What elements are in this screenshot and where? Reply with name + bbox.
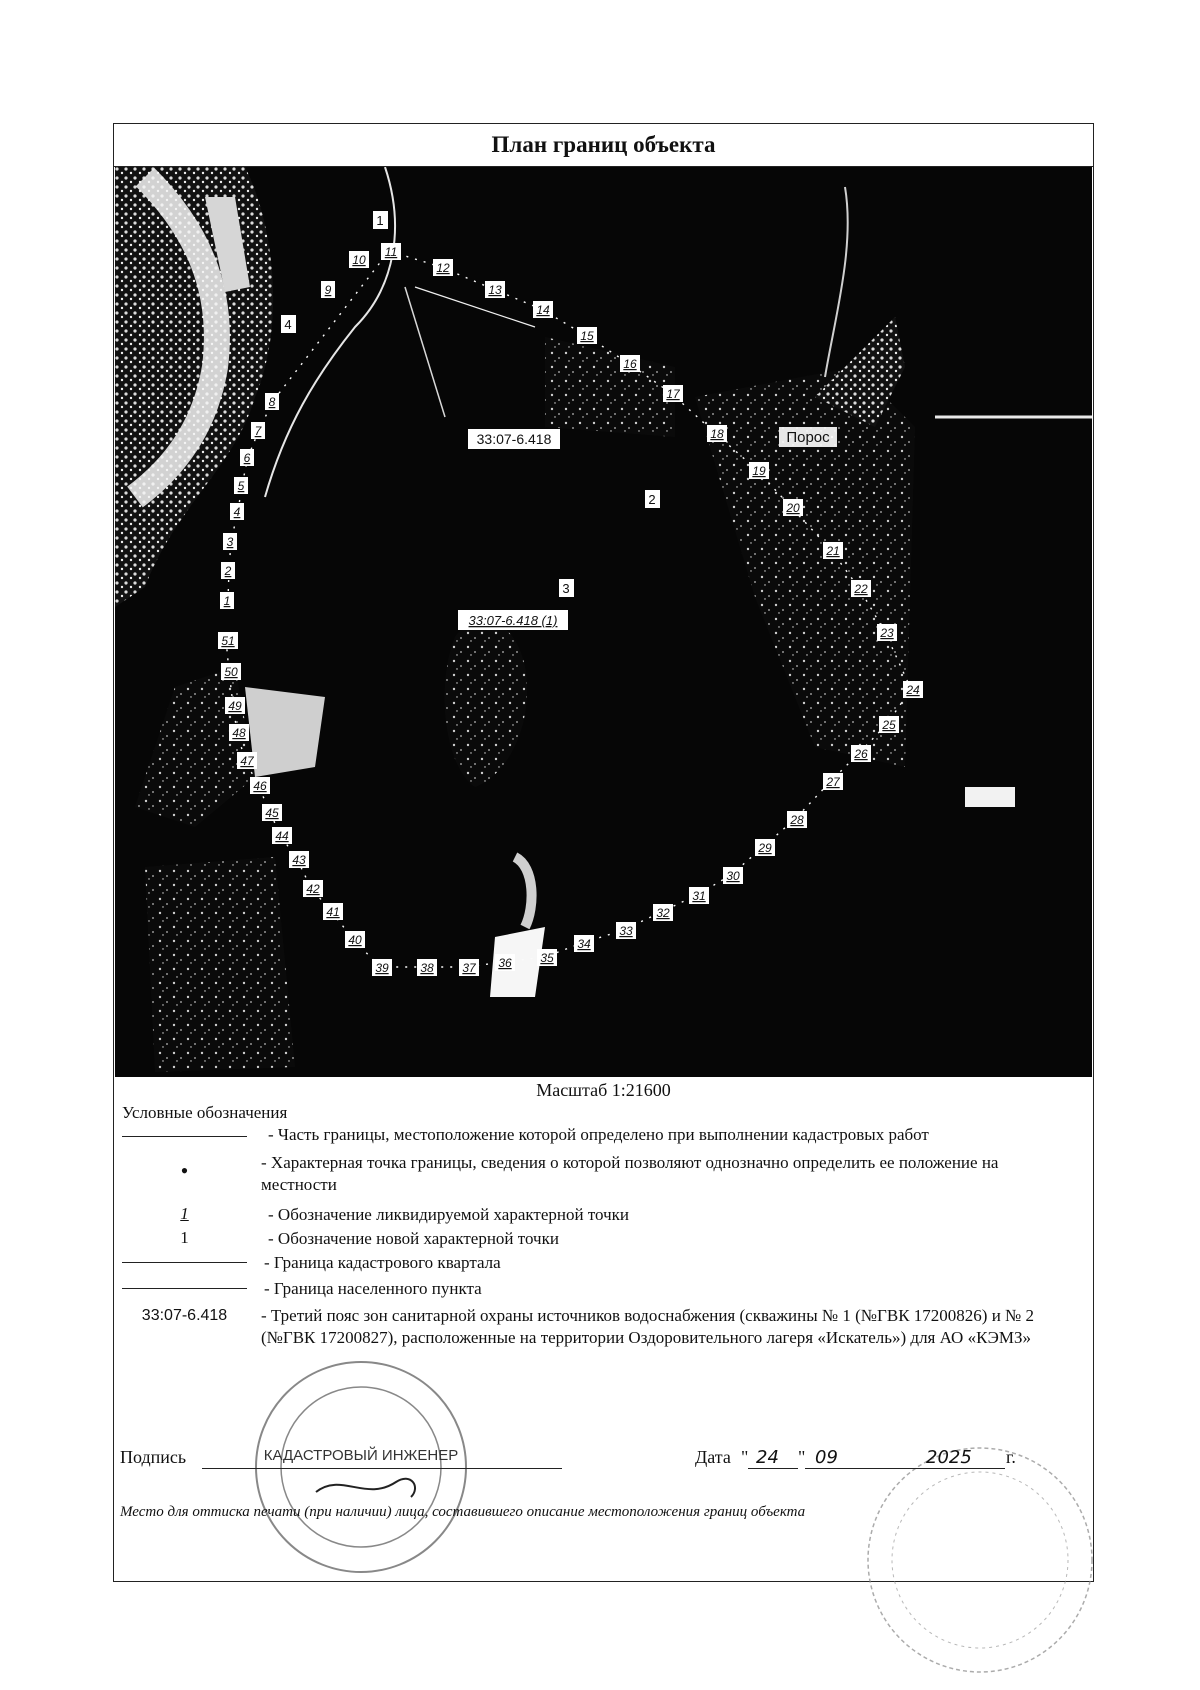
svg-text:30: 30 [726,869,740,883]
svg-text:28: 28 [790,813,804,827]
svg-text:13: 13 [488,283,502,297]
boundary-point-16 [620,355,640,372]
zone-label-main [468,429,560,449]
svg-text:6: 6 [243,451,251,465]
svg-text:2: 2 [648,492,656,507]
zone-label-sub [458,610,568,630]
boundary-point-39 [372,959,392,976]
boundary-point-21 [823,542,843,559]
legend-symbol-point: • [180,1158,189,1183]
boundary-point-12 [433,259,453,276]
boundary-point-26 [851,745,871,762]
svg-text:2: 2 [224,564,232,578]
boundary-point-41 [323,903,343,920]
date-day: 24 [756,1447,779,1468]
legend-text-7: - Третий пояс зон санитарной охраны источников водоснабжения (скважины № 1 (№ГВК 17200826) и № 2 (№ГВК 17200827), расположенные на территории Оздоровительного лагеря «Искатель») для АО «КЭМЗ» [261,1306,1035,1347]
svg-text:46: 46 [253,779,267,793]
svg-text:26: 26 [854,747,868,761]
svg-text:49: 49 [228,699,242,713]
boundary-point-24 [903,681,923,698]
svg-text:29: 29 [758,841,772,855]
svg-text:10: 10 [352,253,366,267]
boundary-point-37 [459,959,479,976]
svg-text:КАДАСТРОВЫЙ ИНЖЕНЕР: КАДАСТРОВЫЙ ИНЖЕНЕР [263,1447,459,1464]
svg-text:41: 41 [326,905,340,919]
boundary-point-27 [823,773,843,790]
signature-label: Подпись [120,1447,187,1467]
svg-text:21: 21 [826,544,840,558]
svg-text:48: 48 [232,726,246,740]
boundary-point-30 [723,867,743,884]
boundary-point-19 [749,462,769,479]
svg-text:31: 31 [692,889,706,903]
legend-text-1: - Часть границы, местоположение которой определено при выполнении кадастровых работ [268,1125,929,1144]
svg-text:5: 5 [237,479,245,493]
legend-text-4: - Обозначение новой характерной точки [268,1229,559,1248]
svg-text:38: 38 [420,961,434,975]
boundary-point-46 [250,777,270,794]
boundary-point-7 [251,422,265,439]
new-point-3 [559,579,574,597]
boundary-point-42 [303,880,323,897]
legend-line-boundary-part [122,1136,247,1137]
svg-text:33:07-6.418: 33:07-6.418 [476,431,552,447]
svg-text:36: 36 [498,956,512,970]
svg-text:1: 1 [376,213,384,228]
svg-text:8: 8 [268,395,276,409]
svg-text:Порос: Порос [786,429,830,446]
svg-text:35: 35 [540,951,554,965]
svg-text:33:07-6.418 (1): 33:07-6.418 (1) [468,613,558,628]
village-label [779,427,837,447]
svg-text:17: 17 [666,387,680,401]
date-year: 2025 [926,1447,972,1468]
legend-line-settlement [122,1288,247,1289]
legend-text-5: - Граница кадастрового квартала [264,1253,501,1272]
svg-text:44: 44 [275,829,289,843]
legend-line-quarter [122,1262,247,1263]
svg-text:25: 25 [882,718,896,732]
svg-text:40: 40 [348,933,362,947]
svg-text:37: 37 [462,961,476,975]
legend-text-3: - Обозначение ликвидируемой характерной точки [268,1205,630,1224]
svg-text:3: 3 [562,581,570,596]
svg-text:11: 11 [384,245,398,259]
svg-text:4: 4 [233,505,241,519]
boundary-point-23 [877,624,897,641]
boundary-point-6 [240,449,254,466]
new-point-4 [281,315,296,333]
legend-text-6: - Граница населенного пункта [264,1279,482,1298]
svg-text:12: 12 [436,261,450,275]
svg-text:33: 33 [619,924,633,938]
boundary-point-11 [381,243,401,260]
svg-text:45: 45 [265,806,279,820]
boundary-point-35 [537,949,557,966]
date-label: Дата [695,1447,731,1467]
svg-text:43: 43 [292,853,306,867]
svg-text:34: 34 [577,937,591,951]
boundary-point-2 [221,562,235,579]
svg-text:3: 3 [226,535,234,549]
island [445,620,527,787]
boundary-point-22 [851,580,871,597]
place-note: Место для оттиска печати (при наличии) лица, составившего описание местоположения границ объекта [120,1504,806,1520]
boundary-point-32 [653,904,673,921]
legend-symbol-zone: 33:07-6.418 [141,1307,228,1324]
svg-text:1: 1 [223,594,231,608]
map-canvas [115,167,1092,1077]
new-point-1 [373,211,388,229]
boundary-point-3 [223,533,237,550]
boundary-point-48 [229,724,249,741]
svg-text:23: 23 [880,626,894,640]
svg-text:27: 27 [826,775,840,789]
surveyor-stamp [246,1352,476,1582]
boundary-point-49 [225,697,245,714]
legend-text-2: - Характерная точка границы, сведения о которой позволяют однозначно определить ее положение на местности [261,1153,999,1194]
boundary-point-28 [787,811,807,828]
page-title: План границ объекта [113,123,1094,167]
svg-text:39: 39 [375,961,389,975]
boundary-point-29 [755,839,775,856]
legend-symbol-new-point: 1 [180,1228,189,1247]
signature-line[interactable] [202,1468,562,1469]
boundary-point-20 [783,499,803,516]
boundary-point-10 [349,251,369,268]
boundary-point-40 [345,931,365,948]
svg-text:4: 4 [284,317,292,332]
date-year-suffix: г. [1006,1447,1016,1467]
boundary-point-38 [417,959,437,976]
boundary-point-34 [574,935,594,952]
boundary-point-36 [495,954,515,971]
new-point-2 [645,490,660,508]
organization-stamp [860,1440,1100,1680]
boundary-point-45 [262,804,282,821]
svg-text:9: 9 [324,283,332,297]
boundary-point-31 [689,887,709,904]
date-month: 09 [815,1447,838,1468]
svg-text:51: 51 [221,634,235,648]
boundary-point-44 [272,827,292,844]
boundary-point-51 [218,632,238,649]
boundary-point-5 [234,477,248,494]
boundary-point-47 [237,752,257,769]
boundary-point-17 [663,385,683,402]
svg-text:22: 22 [854,582,868,596]
boundary-point-4 [230,503,244,520]
boundary-point-1 [220,592,234,609]
boundary-point-43 [289,851,309,868]
boundary-point-8 [265,393,279,410]
svg-text:15: 15 [580,329,594,343]
legend-heading: Условные обозначения [122,1103,288,1122]
satellite-map[interactable] [115,167,1092,1077]
boundary-point-25 [879,716,899,733]
boundary-point-9 [321,281,335,298]
svg-text:16: 16 [623,357,637,371]
svg-text:19: 19 [752,464,766,478]
boundary-point-50 [221,663,241,680]
svg-text:24: 24 [906,683,920,697]
svg-text:7: 7 [254,424,262,438]
svg-text:47: 47 [240,754,254,768]
boundary-point-33 [616,922,636,939]
boundary-point-13 [485,281,505,298]
legend-symbol-removed-point: 1 [180,1204,189,1223]
svg-text:18: 18 [710,427,724,441]
svg-text:14: 14 [536,303,550,317]
svg-text:20: 20 [786,501,800,515]
boundary-point-18 [707,425,727,442]
svg-text:42: 42 [306,882,320,896]
boundary-point-14 [533,301,553,318]
svg-text:50: 50 [224,665,238,679]
map-scale: Масштаб 1:21600 [536,1080,671,1100]
svg-text:32: 32 [656,906,670,920]
boundary-point-15 [577,327,597,344]
